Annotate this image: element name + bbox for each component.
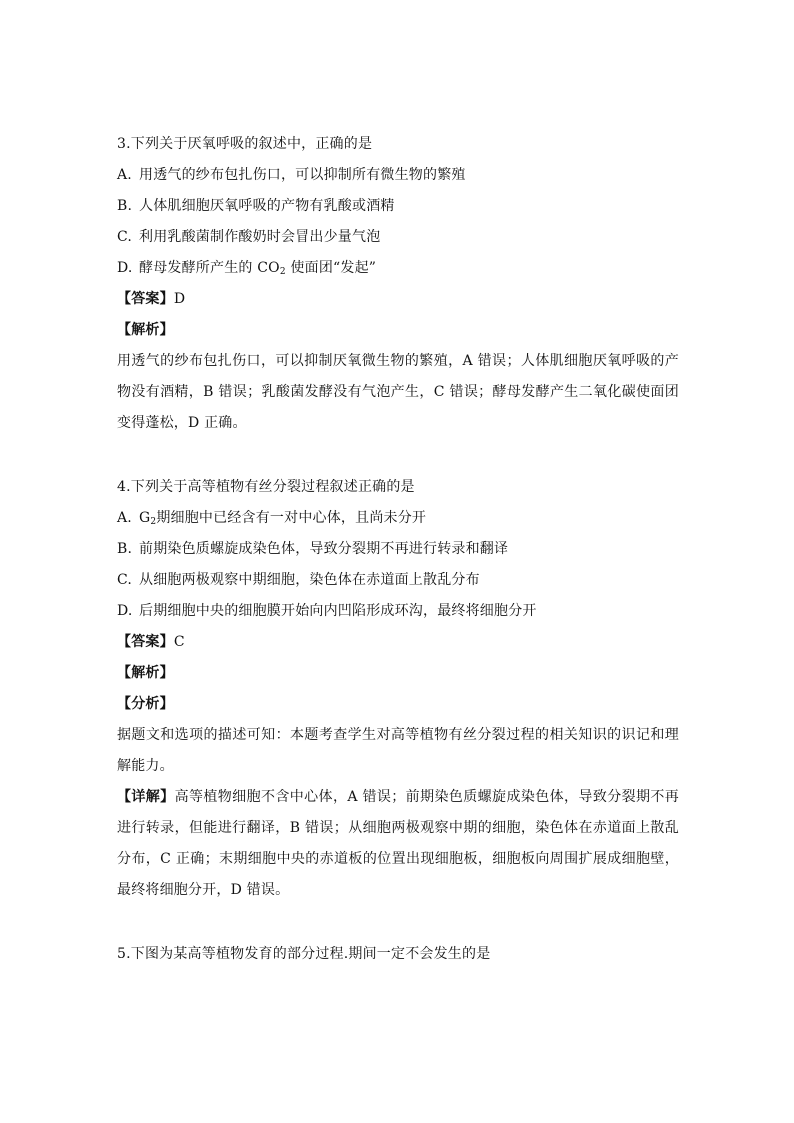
option-text-pre: G <box>139 510 151 526</box>
answer-tag: 【答案】 <box>117 291 174 307</box>
option-text: 人体肌细胞厌氧呼吸的产物有乳酸或酒精 <box>139 198 395 214</box>
answer-value: D <box>173 291 186 307</box>
question-3-analysis-text: 用透气的纱布包扎伤口，可以抑制厌氧微生物的繁殖，A 错误；人体肌细胞厌氧呼吸的产物没有酒精，B 错误；乳酸菌发酵没有气泡产生，C 错误；酵母发酵产生二氧化碳使面团变得蓬松，D 正确。 <box>117 353 679 431</box>
option-letter: B. <box>117 541 133 557</box>
question-4-stem: 4.下列关于高等植物有丝分裂过程叙述正确的是 <box>117 479 415 495</box>
question-5-stem: 5.下图为某高等植物发育的部分过程.期间一定不会发生的是 <box>117 946 491 962</box>
option-text-pre: 酵母发酵所产生的 CO <box>139 260 280 276</box>
option-letter: A. <box>117 167 132 183</box>
question-3-option-b <box>117 196 395 216</box>
option-text: 用透气的纱布包扎伤口，可以抑制所有微生物的繁殖 <box>139 167 466 183</box>
question-4-answer <box>117 632 185 652</box>
option-text-post: 使面团“发起” <box>285 260 377 276</box>
question-4-option-a <box>117 508 426 528</box>
question-4-detail <box>117 782 679 906</box>
option-letter: D. <box>117 260 133 276</box>
subscript: 2 <box>279 267 286 277</box>
option-text: 前期染色质螺旋成染色体，导致分裂期不再进行转录和翻译 <box>139 541 509 557</box>
option-text: 从细胞两极观察中期细胞，染色体在赤道面上散乱分布 <box>139 572 480 588</box>
question-4-option-d <box>117 601 537 621</box>
question-4-analysis-text: 据题文和选项的描述可知：本题考查学生对高等植物有丝分裂过程的相关知识的识记和理解能力。 <box>117 727 679 774</box>
question-3-option-a <box>117 165 466 185</box>
question-4-analysis-tag: 【解析】 <box>117 665 174 681</box>
question-3-option-d <box>117 258 376 278</box>
option-text: 后期细胞中央的细胞膜开始向内凹陷形成环沟，最终将细胞分开 <box>139 603 537 619</box>
answer-tag: 【答案】 <box>117 634 174 650</box>
option-letter: B. <box>117 198 133 214</box>
question-3-option-c <box>117 227 380 247</box>
subscript: 2 <box>150 517 157 527</box>
question-4-option-b <box>117 539 508 559</box>
question-3-stem: 3.下列关于厌氧呼吸的叙述中，正确的是 <box>117 136 373 152</box>
detail-tag: 【详解】 <box>117 789 175 805</box>
answer-value: C <box>173 634 185 650</box>
question-4-analysis-sub-tag: 【分析】 <box>117 696 174 712</box>
option-text-post: 期细胞中已经含有一对中心体，且尚未分开 <box>156 510 427 526</box>
option-letter: C. <box>117 572 133 588</box>
detail-text: 高等植物细胞不含中心体，A 错误；前期染色质螺旋成染色体，导致分裂期不再进行转录，但能进行翻译，B 错误；从细胞两极观察中期的细胞，染色体在赤道面上散乱分布，C 正确；末期细胞中央的赤道板的位置出现细胞板，细胞板向周围扩展成细胞壁，最终将细胞分开，D 错误。 <box>117 789 679 898</box>
option-letter: D. <box>117 603 133 619</box>
question-4-option-c <box>117 570 480 590</box>
question-3-answer <box>117 289 185 309</box>
option-letter: C. <box>117 229 133 245</box>
question-3-analysis-tag: 【解析】 <box>117 322 174 338</box>
option-letter: A. <box>117 510 132 526</box>
option-text: 利用乳酸菌制作酸奶时会冒出少量气泡 <box>139 229 381 245</box>
